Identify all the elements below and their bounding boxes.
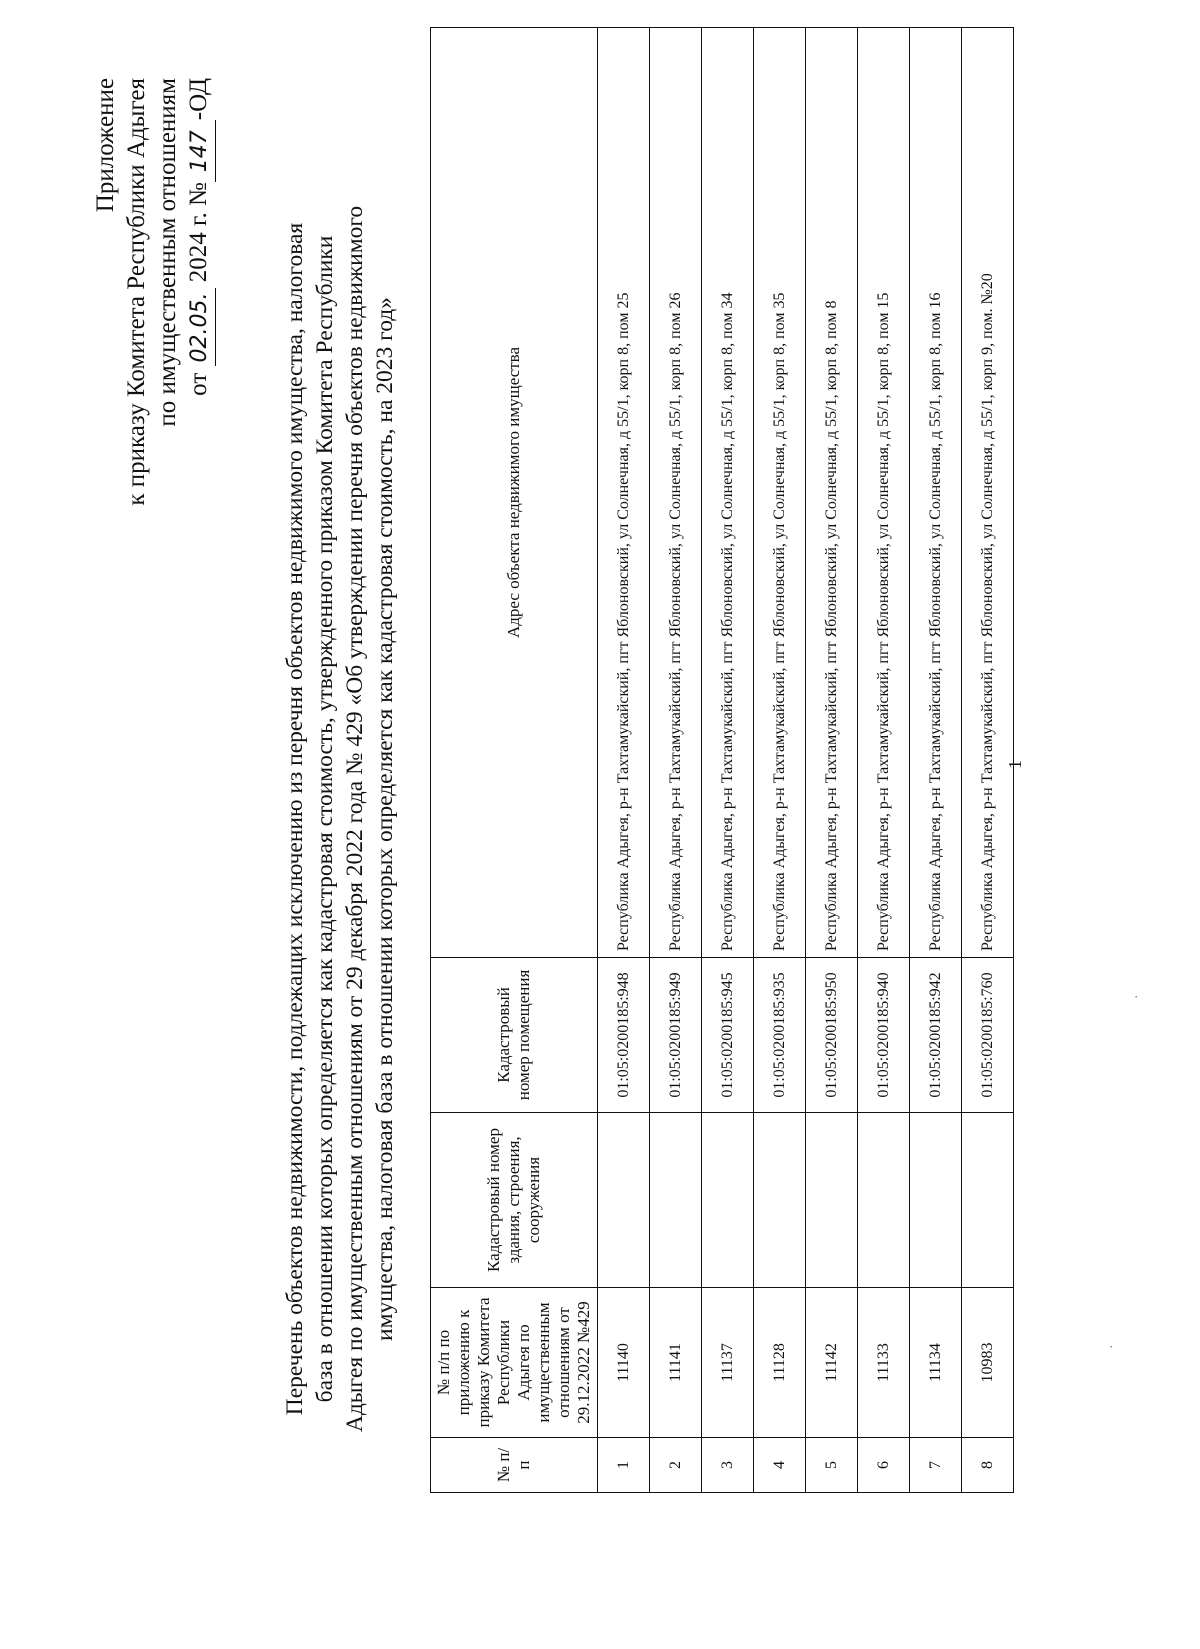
table-row: [702, 28, 754, 1493]
cell-building: [650, 1113, 702, 1288]
cell-room: 01:05:0200185:935: [754, 958, 806, 1113]
cell-ref: 11128: [754, 1288, 806, 1438]
cell-address: Республика Адыгея, р-н Тахтамукайский, пгт Яблоновский, ул Солнечная, д 55/1, корп 8, пом 16: [910, 28, 962, 958]
appendix-label: Приложение: [92, 78, 119, 213]
cell-room: 01:05:0200185:760: [962, 958, 1014, 1113]
cell-ref: 11142: [806, 1288, 858, 1438]
cell-room: 01:05:0200185:950: [806, 958, 858, 1113]
cell-num: 6: [858, 1438, 910, 1493]
cell-ref: 11137: [702, 1288, 754, 1438]
cell-address: Республика Адыгея, р-н Тахтамукайский, пгт Яблоновский, ул Солнечная, д 55/1, корп 8, пом 25: [598, 28, 650, 958]
table-row: [650, 28, 702, 1493]
cell-room: 01:05:0200185:942: [910, 958, 962, 1113]
order-suffix: -ОД: [185, 78, 212, 121]
cell-ref: 11134: [910, 1288, 962, 1438]
header-num: № п/п: [431, 1438, 598, 1493]
handwritten-date: 02.05.: [184, 288, 216, 366]
cell-num: 3: [702, 1438, 754, 1493]
table-row: [806, 28, 858, 1493]
header-address: Адрес объекта недвижимого имущества: [431, 28, 598, 958]
title-line: имущества, налоговая база в отношении которых определяется как кадастровая стоимость, на 2023 год»: [372, 297, 398, 1341]
cell-building: [858, 1113, 910, 1288]
cell-num: 7: [910, 1438, 962, 1493]
cell-num: 1: [598, 1438, 650, 1493]
cell-num: 2: [650, 1438, 702, 1493]
cell-address: Республика Адыгея, р-н Тахтамукайский, пгт Яблоновский, ул Солнечная, д 55/1, корп 8, пом 26: [650, 28, 702, 958]
cell-num: 4: [754, 1438, 806, 1493]
appendix-header: [90, 78, 216, 718]
year-text: 2024 г. №: [185, 182, 212, 283]
cell-num: 8: [962, 1438, 1014, 1493]
title-line: база в отношении которых определяется как кадастровая стоимость, утвержденного приказом Комитета Республики: [312, 235, 338, 1403]
document-title: [280, 134, 400, 1504]
header-building-cadastral: Кадастровый номер здания, строения, сооружения: [431, 1113, 598, 1288]
cell-room: 01:05:0200185:945: [702, 958, 754, 1113]
cell-building: [962, 1113, 1014, 1288]
cell-num: 5: [806, 1438, 858, 1493]
header-room-cadastral: Кадастровый номер помещения: [431, 958, 598, 1113]
cell-address: Республика Адыгея, р-н Тахтамукайский, пгт Яблоновский, ул Солнечная, д 55/1, корп 9, пом. №20: [962, 28, 1014, 958]
handwritten-order-number: 147: [184, 120, 216, 182]
table-row: [598, 28, 650, 1493]
table-header-row: [431, 28, 598, 1493]
title-line: Адыгея по имущественным отношениям от 29 декабря 2022 года № 429 «Об утверждении перечня объектов недвижимого: [342, 205, 368, 1433]
cell-address: Республика Адыгея, р-н Тахтамукайский, пгт Яблоновский, ул Солнечная, д 55/1, корп 8, пом 34: [702, 28, 754, 958]
table-row: [754, 28, 806, 1493]
cell-building: [910, 1113, 962, 1288]
appendix-date-line: [183, 78, 216, 718]
cell-address: Республика Адыгея, р-н Тахтамукайский, пгт Яблоновский, ул Солнечная, д 55/1, корп 8, пом 35: [754, 28, 806, 958]
title-line: Перечень объектов недвижимости, подлежащих исключению из перечня объектов недвижимого имущества, налоговая: [282, 222, 308, 1416]
cell-building: [598, 1113, 650, 1288]
cell-building: [702, 1113, 754, 1288]
scan-speck: ·: [1130, 994, 1145, 999]
date-prefix: от: [185, 372, 212, 396]
cell-address: Республика Адыгея, р-н Тахтамукайский, пгт Яблоновский, ул Солнечная, д 55/1, корп 8, пом 8: [806, 28, 858, 958]
cell-room: 01:05:0200185:949: [650, 958, 702, 1113]
table-row: [858, 28, 910, 1493]
objects-table: [430, 27, 1014, 1493]
appendix-order-ref: к приказу Комитета Республики Адыгея: [123, 78, 150, 506]
cell-building: [754, 1113, 806, 1288]
cell-address: Республика Адыгея, р-н Тахтамукайский, пгт Яблоновский, ул Солнечная, д 55/1, корп 8, пом 15: [858, 28, 910, 958]
cell-ref: 11133: [858, 1288, 910, 1438]
scan-speck: ·: [1105, 1344, 1120, 1349]
cell-building: [806, 1113, 858, 1288]
table-row: [910, 28, 962, 1493]
cell-room: 01:05:0200185:948: [598, 958, 650, 1113]
cell-ref: 11141: [650, 1288, 702, 1438]
cell-room: 01:05:0200185:940: [858, 958, 910, 1113]
cell-ref: 11140: [598, 1288, 650, 1438]
header-ref: № п/п по приложению к приказу Комитета Республики Адыгея по имущественным отношениям от 29.12.2022 №429: [431, 1288, 598, 1438]
page-number: 1: [1005, 760, 1025, 769]
appendix-committee: по имущественным отношениям: [154, 78, 181, 427]
cell-ref: 10983: [962, 1288, 1014, 1438]
